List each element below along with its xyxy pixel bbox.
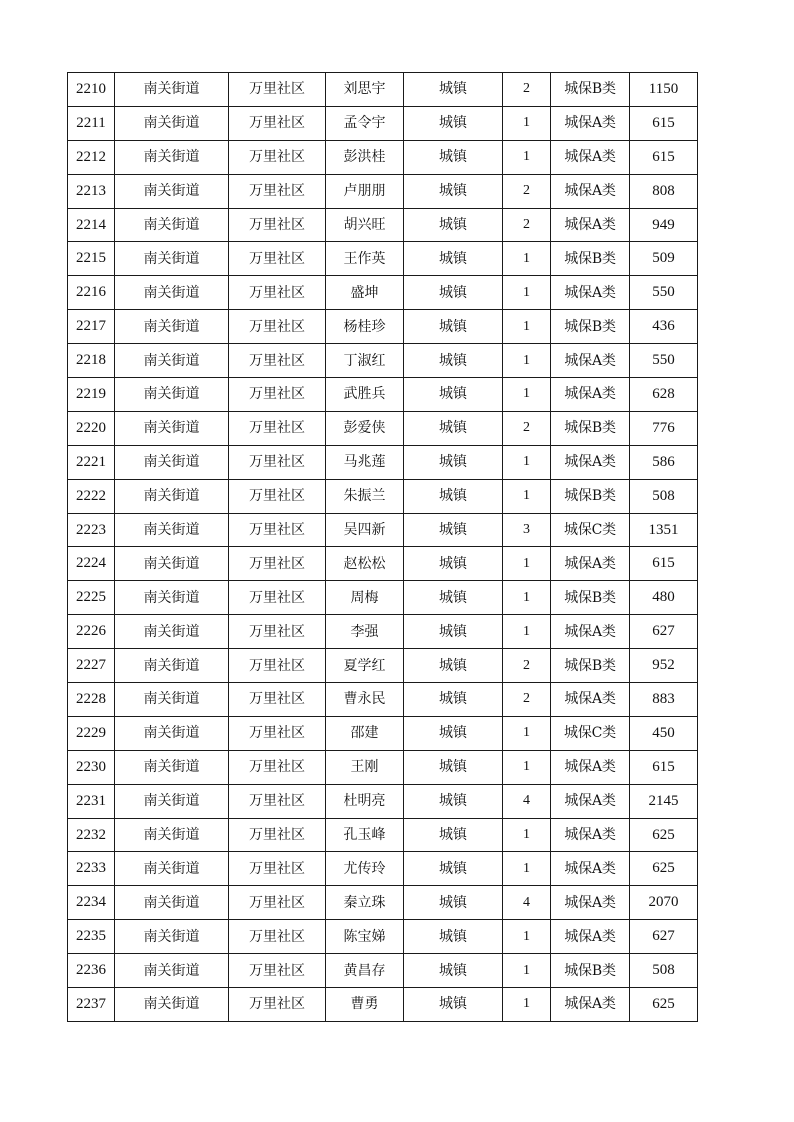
cell-area-type: 城镇	[404, 615, 503, 649]
cell-area-type: 城镇	[404, 784, 503, 818]
cell-person-name: 陈宝娣	[326, 920, 404, 954]
cell-street: 南关街道	[115, 276, 229, 310]
cell-category: 城保A类	[551, 784, 630, 818]
cell-person-name: 邵建	[326, 716, 404, 750]
cell-amount: 2070	[630, 886, 698, 920]
table-row	[68, 784, 698, 818]
cell-category: 城保B类	[551, 479, 630, 513]
cell-serial-number: 2223	[68, 513, 115, 547]
cell-category: 城保B类	[551, 954, 630, 988]
cell-household-count: 2	[503, 73, 551, 107]
cell-amount: 550	[630, 344, 698, 378]
cell-category: 城保A类	[551, 276, 630, 310]
cell-household-count: 1	[503, 581, 551, 615]
cell-category: 城保A类	[551, 886, 630, 920]
cell-area-type: 城镇	[404, 276, 503, 310]
cell-person-name: 马兆莲	[326, 445, 404, 479]
roster-table	[67, 72, 698, 1022]
roster-table-body	[68, 73, 698, 1022]
cell-amount: 450	[630, 716, 698, 750]
cell-person-name: 曹勇	[326, 988, 404, 1022]
cell-amount: 625	[630, 818, 698, 852]
cell-amount: 509	[630, 242, 698, 276]
cell-area-type: 城镇	[404, 140, 503, 174]
table-row	[68, 716, 698, 750]
cell-household-count: 1	[503, 445, 551, 479]
cell-community: 万里社区	[229, 276, 326, 310]
cell-street: 南关街道	[115, 920, 229, 954]
cell-area-type: 城镇	[404, 445, 503, 479]
cell-community: 万里社区	[229, 852, 326, 886]
table-row	[68, 513, 698, 547]
cell-amount: 615	[630, 750, 698, 784]
table-row	[68, 886, 698, 920]
cell-community: 万里社区	[229, 513, 326, 547]
cell-household-count: 1	[503, 106, 551, 140]
cell-community: 万里社区	[229, 174, 326, 208]
cell-amount: 615	[630, 547, 698, 581]
cell-person-name: 杨桂珍	[326, 310, 404, 344]
cell-category: 城保A类	[551, 140, 630, 174]
table-row	[68, 208, 698, 242]
cell-serial-number: 2235	[68, 920, 115, 954]
cell-amount: 628	[630, 378, 698, 412]
cell-serial-number: 2225	[68, 581, 115, 615]
cell-person-name: 周梅	[326, 581, 404, 615]
cell-amount: 627	[630, 920, 698, 954]
cell-serial-number: 2227	[68, 649, 115, 683]
cell-area-type: 城镇	[404, 513, 503, 547]
cell-amount: 949	[630, 208, 698, 242]
cell-community: 万里社区	[229, 445, 326, 479]
cell-community: 万里社区	[229, 716, 326, 750]
table-row	[68, 988, 698, 1022]
cell-household-count: 2	[503, 174, 551, 208]
cell-area-type: 城镇	[404, 716, 503, 750]
cell-person-name: 王刚	[326, 750, 404, 784]
cell-serial-number: 2213	[68, 174, 115, 208]
table-row	[68, 615, 698, 649]
cell-amount: 627	[630, 615, 698, 649]
cell-household-count: 1	[503, 344, 551, 378]
table-row	[68, 242, 698, 276]
table-row	[68, 276, 698, 310]
cell-household-count: 1	[503, 479, 551, 513]
cell-category: 城保C类	[551, 716, 630, 750]
cell-amount: 952	[630, 649, 698, 683]
cell-community: 万里社区	[229, 140, 326, 174]
cell-area-type: 城镇	[404, 378, 503, 412]
cell-category: 城保A类	[551, 547, 630, 581]
table-row	[68, 818, 698, 852]
cell-household-count: 1	[503, 818, 551, 852]
cell-person-name: 赵松松	[326, 547, 404, 581]
cell-category: 城保B类	[551, 649, 630, 683]
cell-household-count: 1	[503, 378, 551, 412]
cell-amount: 615	[630, 106, 698, 140]
cell-community: 万里社区	[229, 750, 326, 784]
cell-area-type: 城镇	[404, 920, 503, 954]
cell-serial-number: 2212	[68, 140, 115, 174]
cell-amount: 625	[630, 988, 698, 1022]
cell-community: 万里社区	[229, 581, 326, 615]
cell-person-name: 盛坤	[326, 276, 404, 310]
cell-household-count: 1	[503, 310, 551, 344]
cell-household-count: 1	[503, 954, 551, 988]
cell-street: 南关街道	[115, 954, 229, 988]
cell-household-count: 1	[503, 276, 551, 310]
cell-category: 城保B类	[551, 411, 630, 445]
cell-street: 南关街道	[115, 988, 229, 1022]
cell-street: 南关街道	[115, 378, 229, 412]
cell-community: 万里社区	[229, 73, 326, 107]
table-row	[68, 581, 698, 615]
cell-serial-number: 2224	[68, 547, 115, 581]
cell-area-type: 城镇	[404, 852, 503, 886]
cell-household-count: 1	[503, 920, 551, 954]
cell-street: 南关街道	[115, 344, 229, 378]
table-row	[68, 649, 698, 683]
cell-serial-number: 2229	[68, 716, 115, 750]
cell-area-type: 城镇	[404, 818, 503, 852]
cell-amount: 625	[630, 852, 698, 886]
table-row	[68, 174, 698, 208]
cell-amount: 586	[630, 445, 698, 479]
cell-street: 南关街道	[115, 445, 229, 479]
cell-household-count: 2	[503, 683, 551, 717]
cell-category: 城保A类	[551, 852, 630, 886]
cell-person-name: 胡兴旺	[326, 208, 404, 242]
table-row	[68, 378, 698, 412]
cell-amount: 808	[630, 174, 698, 208]
table-row	[68, 547, 698, 581]
cell-area-type: 城镇	[404, 208, 503, 242]
cell-person-name: 王作英	[326, 242, 404, 276]
cell-community: 万里社区	[229, 479, 326, 513]
table-row	[68, 750, 698, 784]
cell-category: 城保A类	[551, 988, 630, 1022]
cell-serial-number: 2220	[68, 411, 115, 445]
cell-category: 城保B类	[551, 310, 630, 344]
cell-community: 万里社区	[229, 208, 326, 242]
table-row	[68, 140, 698, 174]
cell-household-count: 1	[503, 852, 551, 886]
cell-street: 南关街道	[115, 479, 229, 513]
cell-person-name: 曹永民	[326, 683, 404, 717]
cell-street: 南关街道	[115, 411, 229, 445]
table-row	[68, 954, 698, 988]
cell-street: 南关街道	[115, 174, 229, 208]
cell-serial-number: 2236	[68, 954, 115, 988]
cell-street: 南关街道	[115, 649, 229, 683]
cell-amount: 508	[630, 479, 698, 513]
cell-person-name: 黄昌存	[326, 954, 404, 988]
cell-community: 万里社区	[229, 106, 326, 140]
table-row	[68, 920, 698, 954]
cell-household-count: 2	[503, 411, 551, 445]
cell-household-count: 1	[503, 615, 551, 649]
cell-person-name: 尤传玲	[326, 852, 404, 886]
cell-area-type: 城镇	[404, 547, 503, 581]
cell-serial-number: 2210	[68, 73, 115, 107]
cell-area-type: 城镇	[404, 886, 503, 920]
cell-category: 城保A类	[551, 920, 630, 954]
cell-household-count: 4	[503, 886, 551, 920]
cell-person-name: 孔玉峰	[326, 818, 404, 852]
cell-person-name: 吴四新	[326, 513, 404, 547]
cell-serial-number: 2232	[68, 818, 115, 852]
cell-area-type: 城镇	[404, 411, 503, 445]
cell-serial-number: 2215	[68, 242, 115, 276]
cell-area-type: 城镇	[404, 310, 503, 344]
cell-serial-number: 2211	[68, 106, 115, 140]
cell-household-count: 4	[503, 784, 551, 818]
cell-area-type: 城镇	[404, 73, 503, 107]
cell-street: 南关街道	[115, 683, 229, 717]
cell-serial-number: 2230	[68, 750, 115, 784]
cell-area-type: 城镇	[404, 242, 503, 276]
cell-category: 城保A类	[551, 208, 630, 242]
cell-street: 南关街道	[115, 886, 229, 920]
cell-street: 南关街道	[115, 615, 229, 649]
cell-serial-number: 2228	[68, 683, 115, 717]
cell-person-name: 朱振兰	[326, 479, 404, 513]
cell-amount: 2145	[630, 784, 698, 818]
cell-community: 万里社区	[229, 615, 326, 649]
table-row	[68, 344, 698, 378]
cell-person-name: 杜明亮	[326, 784, 404, 818]
cell-household-count: 3	[503, 513, 551, 547]
cell-serial-number: 2218	[68, 344, 115, 378]
cell-serial-number: 2217	[68, 310, 115, 344]
cell-serial-number: 2231	[68, 784, 115, 818]
cell-area-type: 城镇	[404, 106, 503, 140]
cell-person-name: 秦立珠	[326, 886, 404, 920]
cell-community: 万里社区	[229, 988, 326, 1022]
cell-serial-number: 2222	[68, 479, 115, 513]
cell-category: 城保A类	[551, 750, 630, 784]
cell-street: 南关街道	[115, 716, 229, 750]
cell-amount: 615	[630, 140, 698, 174]
cell-street: 南关街道	[115, 513, 229, 547]
cell-area-type: 城镇	[404, 581, 503, 615]
cell-serial-number: 2221	[68, 445, 115, 479]
cell-area-type: 城镇	[404, 750, 503, 784]
table-row	[68, 445, 698, 479]
cell-category: 城保A类	[551, 378, 630, 412]
cell-household-count: 2	[503, 649, 551, 683]
cell-street: 南关街道	[115, 73, 229, 107]
cell-serial-number: 2216	[68, 276, 115, 310]
cell-amount: 480	[630, 581, 698, 615]
cell-community: 万里社区	[229, 649, 326, 683]
table-row	[68, 852, 698, 886]
cell-household-count: 1	[503, 750, 551, 784]
cell-amount: 1351	[630, 513, 698, 547]
cell-person-name: 李强	[326, 615, 404, 649]
cell-street: 南关街道	[115, 310, 229, 344]
cell-area-type: 城镇	[404, 479, 503, 513]
cell-category: 城保B类	[551, 73, 630, 107]
cell-household-count: 1	[503, 140, 551, 174]
cell-household-count: 1	[503, 988, 551, 1022]
cell-street: 南关街道	[115, 818, 229, 852]
cell-category: 城保B类	[551, 242, 630, 276]
cell-person-name: 孟令宇	[326, 106, 404, 140]
table-row	[68, 411, 698, 445]
table-row	[68, 310, 698, 344]
cell-serial-number: 2234	[68, 886, 115, 920]
cell-category: 城保A类	[551, 106, 630, 140]
cell-serial-number: 2214	[68, 208, 115, 242]
cell-street: 南关街道	[115, 852, 229, 886]
cell-person-name: 刘思宇	[326, 73, 404, 107]
cell-street: 南关街道	[115, 106, 229, 140]
cell-person-name: 丁淑红	[326, 344, 404, 378]
cell-community: 万里社区	[229, 242, 326, 276]
cell-community: 万里社区	[229, 310, 326, 344]
cell-area-type: 城镇	[404, 174, 503, 208]
cell-category: 城保C类	[551, 513, 630, 547]
cell-area-type: 城镇	[404, 683, 503, 717]
cell-serial-number: 2233	[68, 852, 115, 886]
cell-street: 南关街道	[115, 581, 229, 615]
cell-amount: 436	[630, 310, 698, 344]
cell-category: 城保A类	[551, 174, 630, 208]
cell-household-count: 1	[503, 547, 551, 581]
cell-area-type: 城镇	[404, 344, 503, 378]
cell-serial-number: 2219	[68, 378, 115, 412]
cell-category: 城保A类	[551, 683, 630, 717]
cell-street: 南关街道	[115, 208, 229, 242]
cell-community: 万里社区	[229, 683, 326, 717]
table-row	[68, 73, 698, 107]
cell-person-name: 卢朋朋	[326, 174, 404, 208]
cell-household-count: 2	[503, 208, 551, 242]
table-row	[68, 106, 698, 140]
cell-category: 城保A类	[551, 445, 630, 479]
cell-serial-number: 2237	[68, 988, 115, 1022]
cell-street: 南关街道	[115, 750, 229, 784]
cell-amount: 1150	[630, 73, 698, 107]
cell-community: 万里社区	[229, 547, 326, 581]
cell-community: 万里社区	[229, 411, 326, 445]
cell-category: 城保A类	[551, 615, 630, 649]
cell-person-name: 彭洪桂	[326, 140, 404, 174]
cell-street: 南关街道	[115, 784, 229, 818]
cell-community: 万里社区	[229, 344, 326, 378]
cell-person-name: 武胜兵	[326, 378, 404, 412]
cell-area-type: 城镇	[404, 649, 503, 683]
table-row	[68, 683, 698, 717]
cell-category: 城保A类	[551, 818, 630, 852]
cell-household-count: 1	[503, 242, 551, 276]
cell-community: 万里社区	[229, 784, 326, 818]
cell-amount: 776	[630, 411, 698, 445]
cell-community: 万里社区	[229, 886, 326, 920]
cell-person-name: 彭爱侠	[326, 411, 404, 445]
cell-community: 万里社区	[229, 818, 326, 852]
cell-community: 万里社区	[229, 920, 326, 954]
cell-amount: 508	[630, 954, 698, 988]
cell-street: 南关街道	[115, 140, 229, 174]
cell-street: 南关街道	[115, 242, 229, 276]
cell-amount: 883	[630, 683, 698, 717]
cell-household-count: 1	[503, 716, 551, 750]
table-row	[68, 479, 698, 513]
cell-community: 万里社区	[229, 378, 326, 412]
cell-street: 南关街道	[115, 547, 229, 581]
cell-community: 万里社区	[229, 954, 326, 988]
cell-category: 城保B类	[551, 581, 630, 615]
cell-amount: 550	[630, 276, 698, 310]
cell-area-type: 城镇	[404, 988, 503, 1022]
cell-area-type: 城镇	[404, 954, 503, 988]
cell-category: 城保A类	[551, 344, 630, 378]
cell-serial-number: 2226	[68, 615, 115, 649]
cell-person-name: 夏学红	[326, 649, 404, 683]
